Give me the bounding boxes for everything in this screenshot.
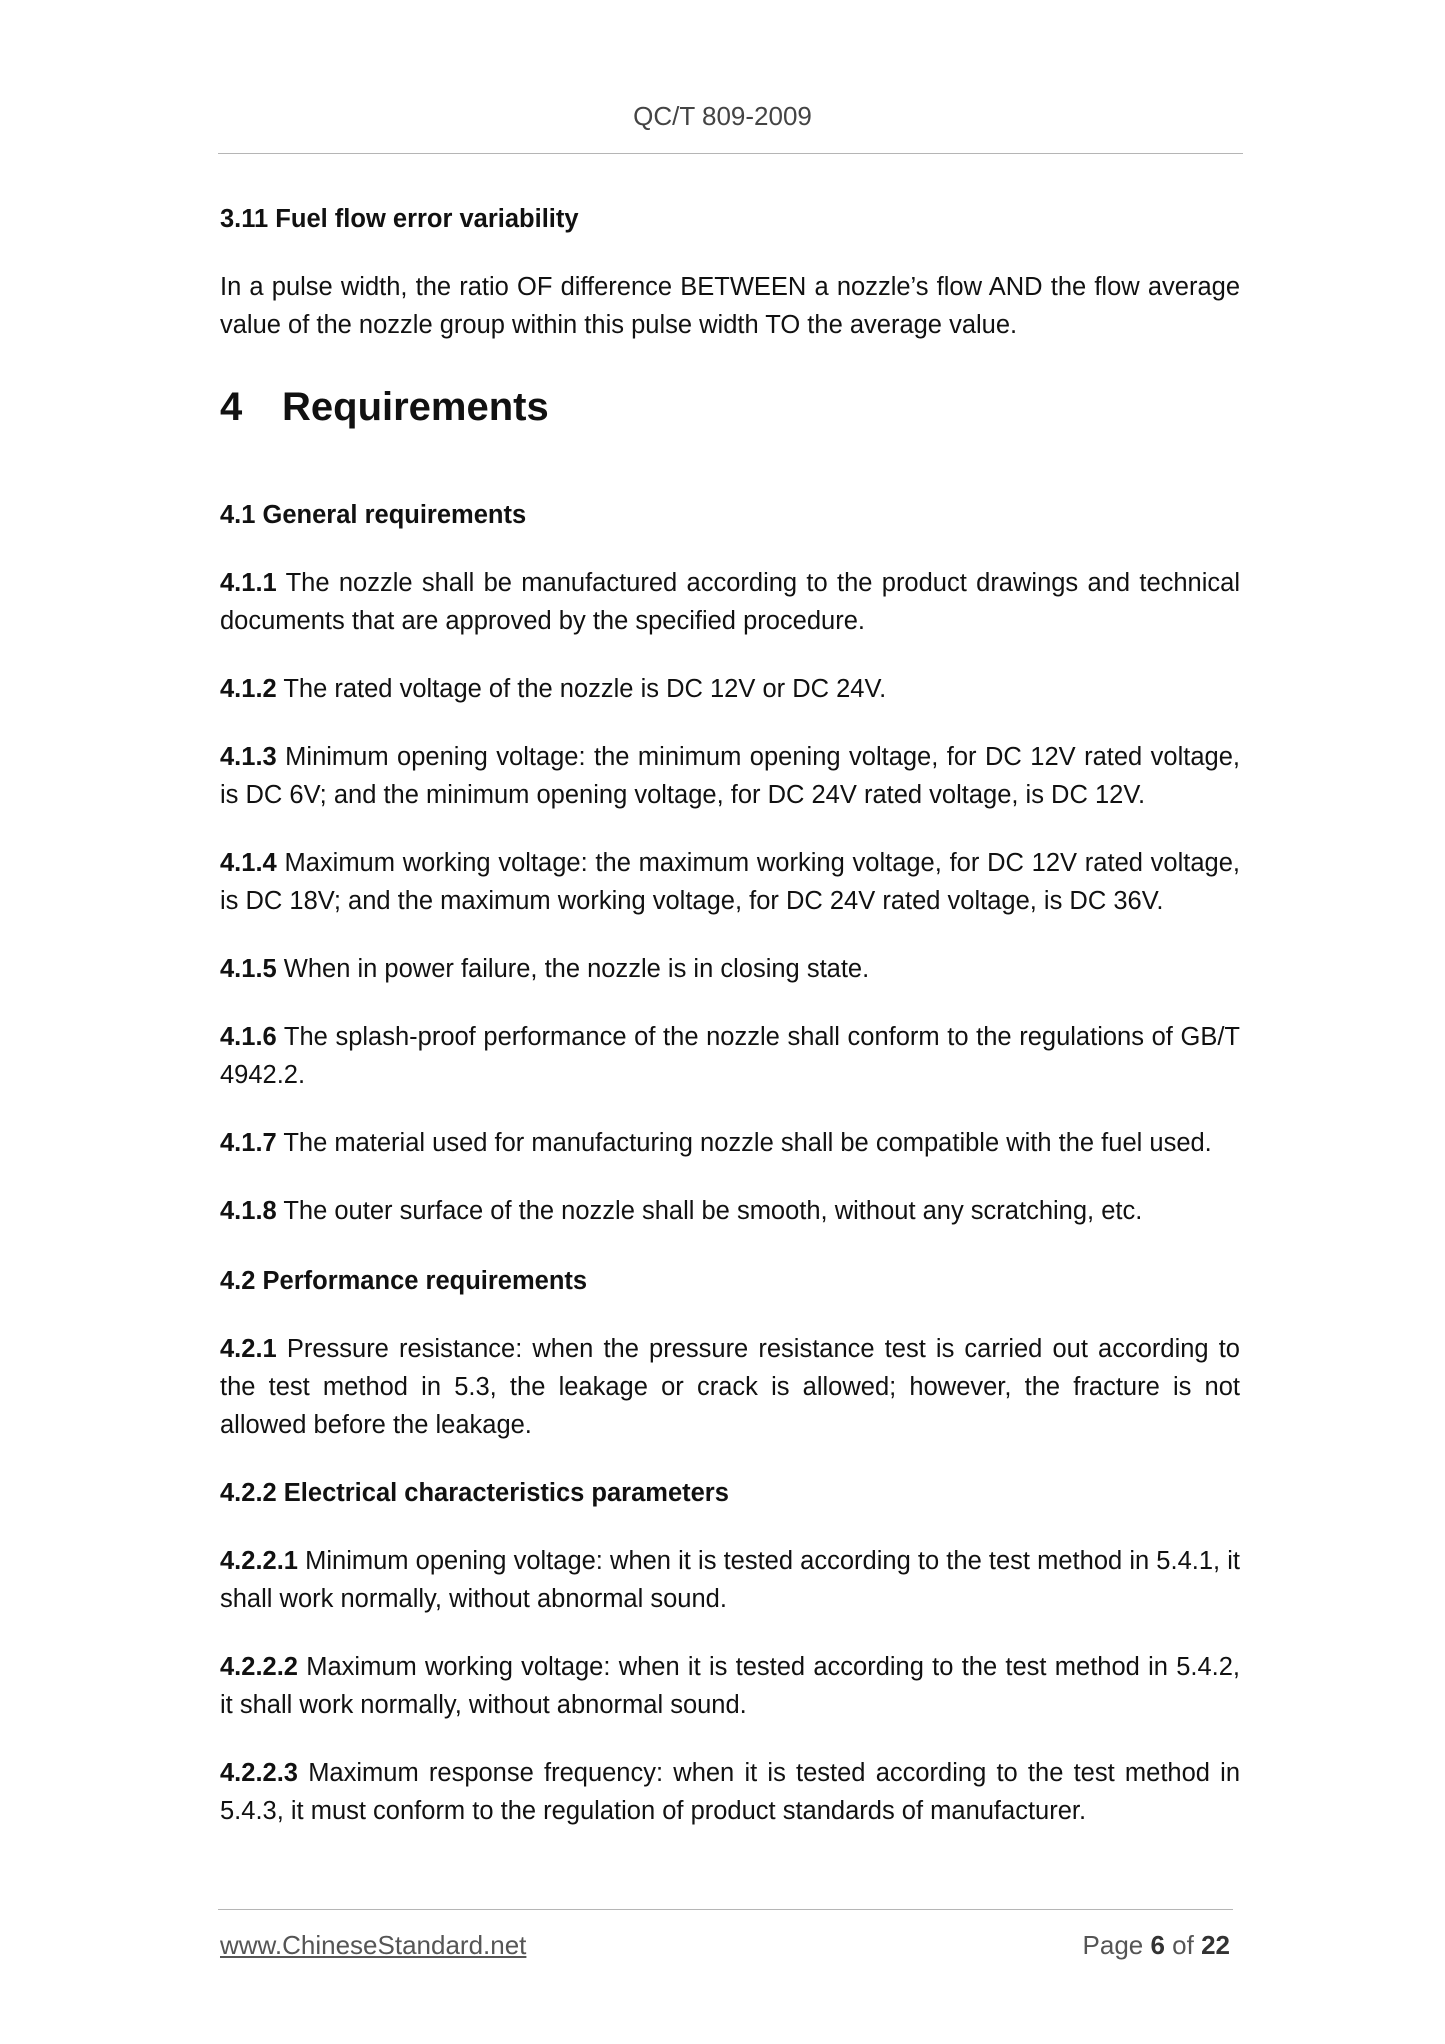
clause-number: 4.2.1 (220, 1335, 277, 1363)
clause-4-1-3 (220, 738, 1240, 814)
clause-text: Maximum response frequency: when it is tested according to the test method in 5.4.3, it must conform to the regulation of product standards of manufacturer. (220, 1759, 1240, 1825)
section-3-11-body: In a pulse width, the ratio OF difference BETWEEN a nozzle’s flow AND the flow average value of the nozzle group within this pulse width TO the average value. (220, 273, 1240, 339)
clause-text: Minimum opening voltage: when it is tested according to the test method in 5.4.1, it shall work normally, without abnormal sound. (220, 1547, 1240, 1613)
clause-text: The rated voltage of the nozzle is DC 12V or DC 24V. (276, 675, 887, 703)
clause-4-1-4 (220, 844, 1240, 920)
clause-number: 4.2.2.3 (220, 1759, 298, 1787)
clause-number: 4.1.2 (220, 675, 277, 703)
total-pages: 22 (1201, 1930, 1230, 1960)
clause-number: 4.2.2.2 (220, 1653, 298, 1681)
clause-4-1-7 (220, 1124, 1240, 1162)
clause-4-2-2-1 (220, 1542, 1240, 1618)
clause-number: 4.1.8 (220, 1197, 277, 1225)
clause-number: 4.2.2.1 (220, 1547, 298, 1575)
current-page: 6 (1150, 1930, 1165, 1960)
website-link[interactable]: www.ChineseStandard.net (220, 1930, 527, 1960)
document-code-header: QC/T 809-2009 (633, 101, 812, 131)
clause-text: Maximum working voltage: when it is tested according to the test method in 5.4.2, it shall work normally, without abnormal sound. (220, 1653, 1240, 1719)
header-divider (218, 153, 1243, 154)
page-prefix: Page (1082, 1930, 1151, 1960)
clause-text: Pressure resistance: when the pressure resistance test is carried out according to the test method in 5.3, the leakage or crack is allowed; however, the fracture is not allowed before the leakage. (220, 1335, 1240, 1439)
clause-number: 4.1.3 (220, 743, 277, 771)
clause-number: 4.1.6 (220, 1023, 277, 1051)
clause-text: The material used for manufacturing nozzle shall be compatible with the fuel used. (276, 1129, 1212, 1157)
clause-text: The splash-proof performance of the nozzle shall conform to the regulations of GB/T 4942.2. (220, 1023, 1240, 1089)
clause-text: The nozzle shall be manufactured according to the product drawings and technical documents that are approved by the specified procedure. (220, 569, 1240, 635)
section-3-11-heading: 3.11 Fuel flow error variability (220, 205, 579, 233)
clause-number: 4.1.5 (220, 955, 277, 983)
chapter-number: 4 (220, 385, 243, 429)
page-number (1083, 1930, 1230, 1961)
clause-4-2-2-3 (220, 1754, 1240, 1830)
clause-text: When in power failure, the nozzle is in closing state. (276, 955, 870, 983)
page-of: of (1164, 1930, 1202, 1960)
clause-number: 4.1.1 (220, 569, 277, 597)
clause-4-1-2 (220, 670, 1240, 708)
clause-4-1-5 (220, 950, 1240, 988)
chapter-title: Requirements (282, 385, 549, 429)
clause-4-2-2-2 (220, 1648, 1240, 1724)
section-4-2-heading: 4.2 Performance requirements (220, 1267, 588, 1295)
section-4-1-heading: 4.1 General requirements (220, 501, 527, 529)
clause-number: 4.1.4 (220, 849, 277, 877)
chapter-4-heading (220, 382, 549, 432)
clause-text: Minimum opening voltage: the minimum opening voltage, for DC 12V rated voltage, is DC 6V; and the minimum opening voltage, for DC 24V rated voltage, is DC 12V. (220, 743, 1240, 809)
section-4-2-2-heading: 4.2.2 Electrical characteristics parameters (220, 1479, 729, 1507)
clause-4-1-1 (220, 564, 1240, 640)
clause-number: 4.1.7 (220, 1129, 277, 1157)
clause-text: The outer surface of the nozzle shall be smooth, without any scratching, etc. (276, 1197, 1143, 1225)
footer-divider (218, 1909, 1233, 1910)
clause-text: Maximum working voltage: the maximum working voltage, for DC 12V rated voltage, is DC 18V; and the maximum working voltage, for DC 24V rated voltage, is DC 36V. (220, 849, 1240, 915)
clause-4-1-6 (220, 1018, 1240, 1094)
clause-4-1-8 (220, 1192, 1240, 1230)
clause-4-2-1 (220, 1330, 1240, 1444)
